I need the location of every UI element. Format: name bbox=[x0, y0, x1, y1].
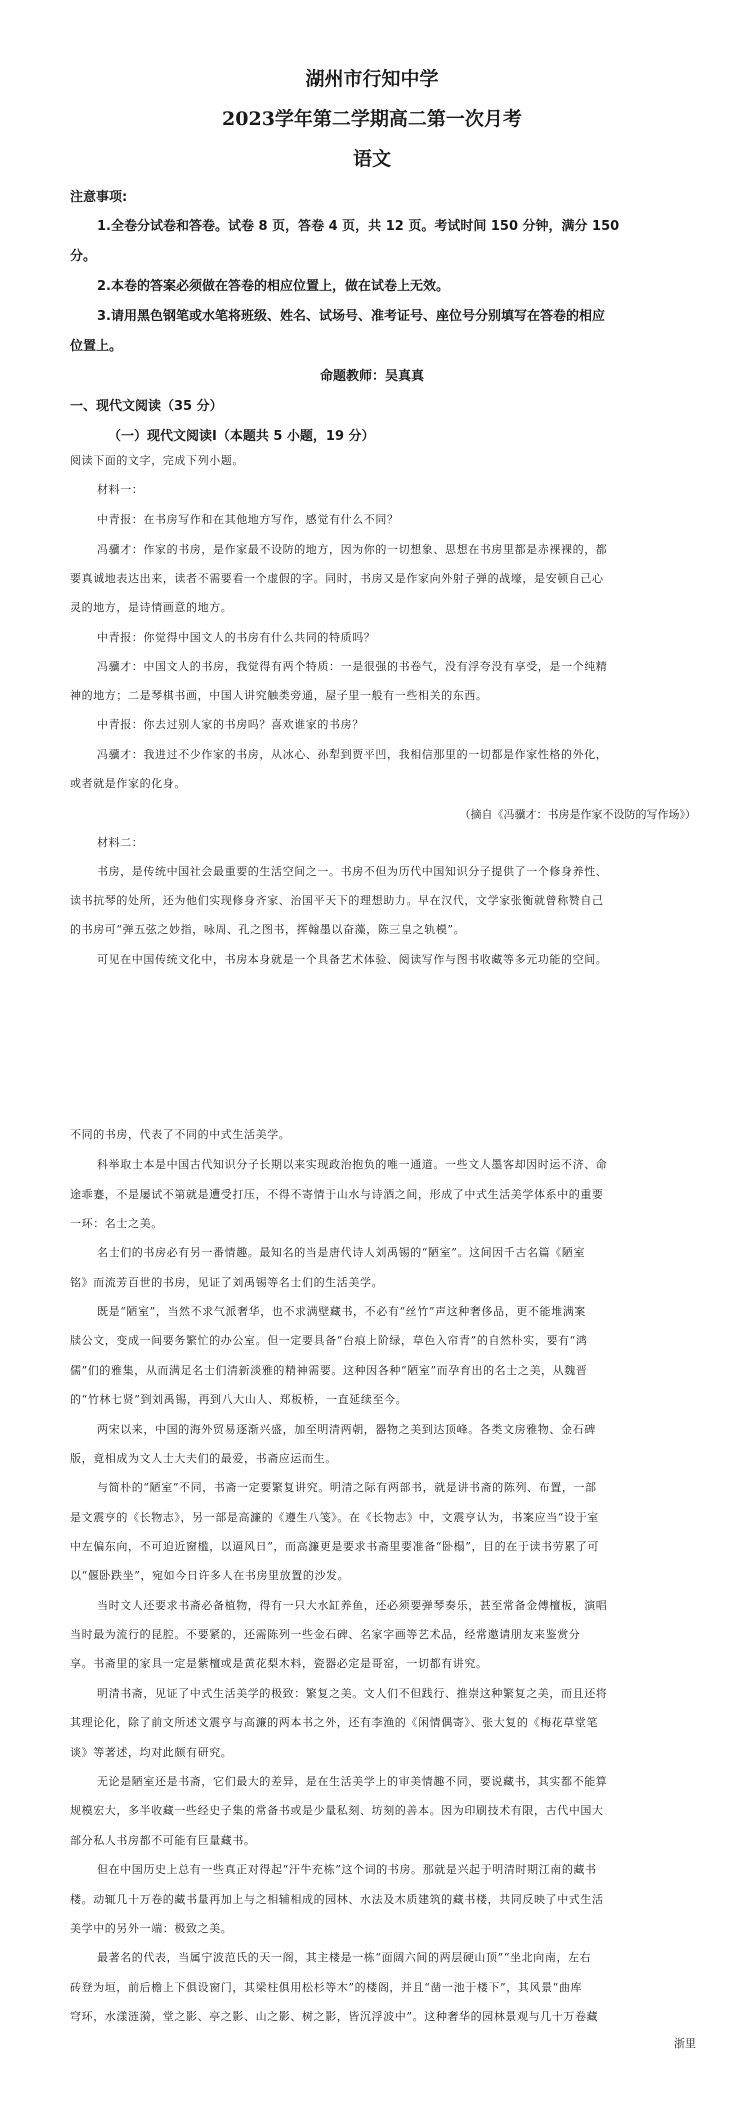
material-2-line: 版，竟相成为文人士大夫们的最爱，书斋应运而生。 bbox=[70, 1452, 337, 1465]
material-2-line: 牍公文，变成一间要务繁忙的办公室。但一定要具备“台痕上阶绿，草色入帘青”的自然朴实，要有“鸿 bbox=[70, 1334, 588, 1347]
material-2-line: 砖登为垣，前后檐上下俱设窗门，其梁柱俱用松杉等木”的楼阁，并且“凿一池于楼下”，其风景“曲库 bbox=[70, 1981, 583, 1994]
material-2-label: 材料二： bbox=[97, 836, 144, 849]
material-1-line: 中青报：你去过别人家的书房吗？喜欢谁家的书房？ bbox=[97, 718, 364, 731]
notice-item-1-cont: 分。 bbox=[70, 249, 97, 264]
material-1-line: 灵的地方，是诗情画意的地方。 bbox=[70, 601, 233, 614]
material-2-line: 楼。动辄几十万卷的藏书量再加上与之相辅相成的园林、水法及木质建筑的藏书楼，共同反映了中式生活 bbox=[70, 1893, 604, 1906]
material-1-line: 神的地方；二是琴棋书画，中国人讲究触类旁通，屋子里一般有一些相关的东西。 bbox=[70, 689, 488, 702]
material-2-line: 既是“陋室”，当然不求气派奢华，也不求满壁藏书，不必有“丝竹”声这种奢侈品，更不能堆满案 bbox=[97, 1305, 586, 1318]
material-2-line: 以“偃卧跌坐”，宛如今日许多人在书房里放置的沙发。 bbox=[70, 1569, 350, 1582]
subject-title: 语文 bbox=[352, 148, 391, 170]
material-2-line: 一环：名士之美。 bbox=[70, 1217, 163, 1230]
material-2-line: 书房，是传统中国社会最重要的生活空间之一。书房不但为历代中国知识分子提供了一个修身养性、 bbox=[97, 865, 608, 878]
material-2-line: 与简朴的“陋室”不同，书斋一定要繁复讲究。明清之际有两部书，就是讲书斋的陈列、布置，一部 bbox=[97, 1481, 597, 1494]
material-1-line: 要真诚地表达出来，读者不需要看一个虚假的字。同时，书房又是作家向外射子弹的战壕，是安顿自己心 bbox=[70, 572, 604, 585]
material-1-line: 中青报：在书房写作和在其他地方写作，感觉有什么不同？ bbox=[97, 513, 399, 526]
material-2-line: 当时文人还要求书斋必备植物，得有一只大水缸养鱼，还必须要弹琴奏乐，甚至常备金傅檀板，演唱 bbox=[97, 1599, 608, 1612]
material-2-line: 穹环，水漾涟漪，堂之影、亭之影、山之影、树之影，皆沉浮波中”。这种奢华的园林景观与几十万卷藏 bbox=[70, 2010, 599, 2023]
material-2-line: 途乖蹇，不是屡试不第就是遭受打压，不得不寄情于山水与诗酒之间，形成了中式生活美学体系中的重要 bbox=[70, 1188, 604, 1201]
material-1-source: （摘自《冯骥才：书房是作家不设防的写作场》） bbox=[459, 808, 696, 821]
footer-mark: 浙里 bbox=[674, 2037, 696, 2050]
section-heading: 一、现代文阅读（35 分） bbox=[70, 399, 223, 414]
material-2-line: 中左偏东向，不可迫近窗槛，以逼风日”，而高濂更是要求书斋里要准备“卧榻”，目的在于读书劳累了可 bbox=[70, 1540, 600, 1553]
material-2-line: 是文震亨的《长物志》，另一部是高濂的《遵生八笺》。在《长物志》中，文震亨认为，书案应当“设于室 bbox=[70, 1511, 599, 1524]
material-2-line: 享。书斋里的家具一定是紫檀或是黄花梨木料，瓷器必定是哥窑，一切都有讲究。 bbox=[70, 1657, 488, 1670]
material-2-line: 两宋以来，中国的海外贸易逐渐兴盛，加至明清两朝，器物之美到达顶峰。各类文房雅物、金石碑 bbox=[97, 1423, 596, 1436]
material-2-line: 名士们的书房必有另一番情趣。最知名的当是唐代诗人刘禹锡的“陋室”。这间因千古名篇《陋室 bbox=[97, 1246, 586, 1259]
material-2-line: 的“竹林七贤”到刘禹锡，再到八大山人、郑板桥，一直延续至今。 bbox=[70, 1393, 408, 1406]
notice-title: 注意事项: bbox=[70, 190, 128, 205]
teacher-line: 命题教师：吴真真 bbox=[319, 369, 424, 384]
material-2-line: 可见在中国传统文化中，书房本身就是一个具备艺术体验、阅读写作与图书收藏等多元功能的空间。 bbox=[97, 953, 608, 966]
instruction: 阅读下面的文字，完成下列小题。 bbox=[70, 454, 244, 467]
material-1-line: 冯骥才：中国文人的书房，我觉得有两个特质：一是很强的书卷气，没有浮夸没有享受，是一个纯精 bbox=[97, 660, 608, 673]
material-2-line: 部分私人书房都不可能有巨量藏书。 bbox=[70, 1834, 256, 1847]
exam-title: 2023学年第二学期高二第一次月考 bbox=[222, 108, 522, 130]
material-2-line: 美学中的另外一端：极致之美。 bbox=[70, 1922, 233, 1935]
material-2-line: 其理论化，除了前文所述文震亨与高濂的两本书之外，还有李渔的《闲情偶寄》、张大复的《梅花草堂笔 bbox=[70, 1716, 599, 1729]
material-1-line: 冯骥才：我进过不少作家的书房，从冰心、孙犁到贾平凹，我相信那里的一切都是作家性格的外化， bbox=[97, 748, 608, 761]
material-2-line: 无论是陋室还是书斋，它们最大的差异，是在生活美学上的审美情趣不同，要说藏书，其实都不能算 bbox=[97, 1775, 608, 1788]
notice-item-3: 3.请用黑色钢笔或水笔将班级、姓名、试场号、准考证号、座位号分别填写在答卷的相应 bbox=[97, 309, 605, 324]
material-2-line: 科举取士本是中国古代知识分子长期以来实现政治抱负的唯一通道。一些文人墨客却因时运不济、命 bbox=[97, 1158, 608, 1171]
material-2-line: 规模宏大，多半收藏一些经史子集的常备书或是少量私刻、坊刻的善本。因为印刷技术有限，古代中国大 bbox=[70, 1804, 604, 1817]
material-1-line: 冯骥才：作家的书房，是作家最不设防的地方，因为你的一切想象、思想在书房里都是赤裸裸的，都 bbox=[97, 543, 608, 556]
material-2-line: 不同的书房，代表了不同的中式生活美学。 bbox=[70, 1128, 291, 1141]
material-1-line: 或者就是作家的化身。 bbox=[70, 777, 186, 790]
notice-item-2: 2.本卷的答案必须做在答卷的相应位置上，做在试卷上无效。 bbox=[97, 279, 449, 294]
material-2-line: 儒”们的雅集，从而满足名士们清新淡雅的精神需要。这种因各种“陋室”而孕育出的名士之美，从魏晋 bbox=[70, 1364, 588, 1377]
subsection-heading: （一）现代文阅读Ⅰ（本题共 5 小题，19 分） bbox=[108, 429, 375, 444]
material-2-line: 当时最为流行的昆腔。不要紧的，还需陈列一些金石碑、名家字画等艺术品，经常邀请朋友来鉴赏分 bbox=[70, 1628, 581, 1641]
material-2-line: 铭》而流芳百世的书房，见证了刘禹锡等名士们的生活美学。 bbox=[70, 1276, 384, 1289]
material-1-label: 材料一： bbox=[97, 483, 144, 496]
material-2-line: 最著名的代表，当属宁波范氏的天一阁，其主楼是一栋“面阔六间的两层硬山顶”“坐北向南，左右 bbox=[97, 1951, 592, 1964]
notice-item-3-cont: 位置上。 bbox=[70, 339, 123, 354]
material-2-line: 谈》等著述，均对此颇有研究。 bbox=[70, 1746, 233, 1759]
material-2-line: 但在中国历史上总有一些真正对得起“汗牛充栋”这个词的书房。那就是兴起于明清时期江南的藏书 bbox=[97, 1863, 597, 1876]
school-title: 湖州市行知中学 bbox=[305, 68, 439, 90]
material-2-line: 明清书斋，见证了中式生活美学的极致：繁复之美。文人们不但践行、推崇这种繁复之美，而且还将 bbox=[97, 1687, 608, 1700]
material-1-line: 中青报：你觉得中国文人的书房有什么共同的特质吗？ bbox=[97, 631, 376, 644]
notice-item-1: 1.全卷分试卷和答卷。试卷 8 页，答卷 4 页，共 12 页。考试时间 150 分钟，满分 150 bbox=[97, 219, 620, 234]
material-2-line: 的书房可“弹五弦之妙指，咏周、孔之图书，挥翰墨以奋藻，陈三皇之轨模”。 bbox=[70, 923, 466, 936]
material-2-line: 读书抗琴的处所，还为他们实现修身齐家、治国平天下的理想助力。早在汉代，文学家张衡就曾称赞自己 bbox=[70, 894, 604, 907]
